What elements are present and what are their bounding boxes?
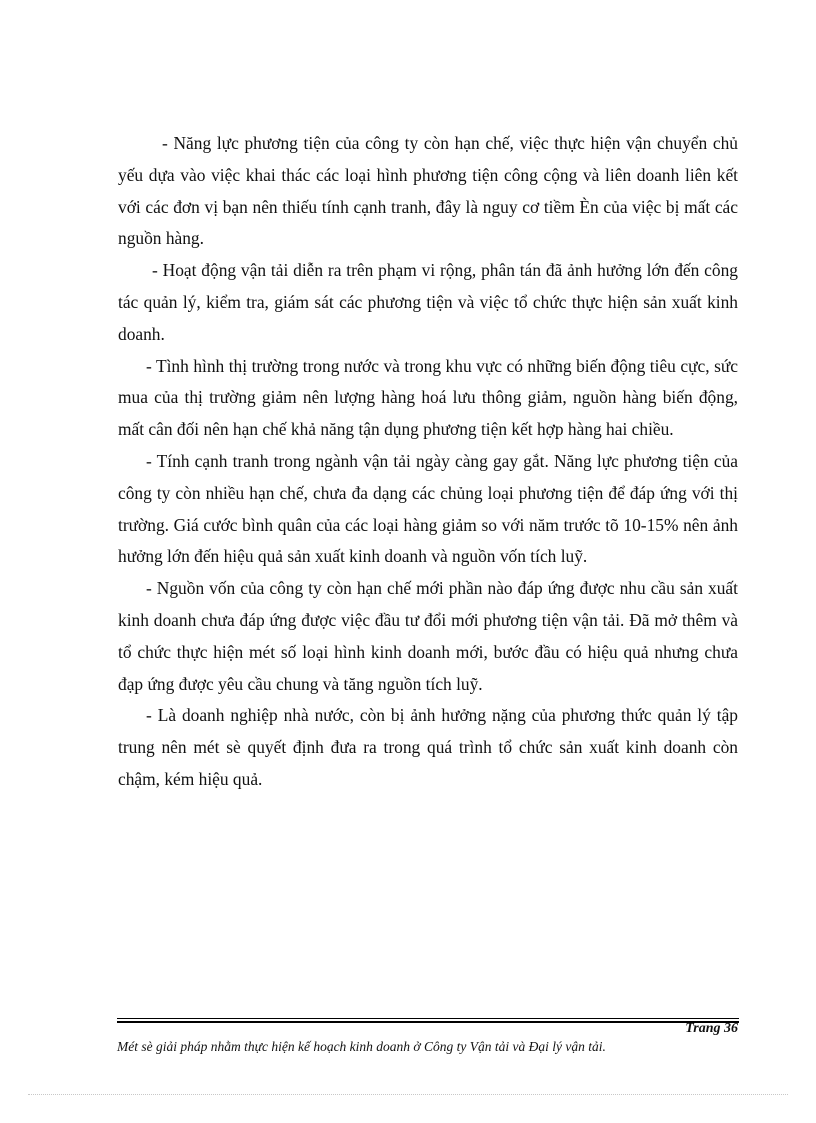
paragraph-2: - Hoạt động vận tải diễn ra trên phạm vi rộng, phân tán đã ảnh hưởng lớn đến công tác quản lý, kiểm tra, giám sát các phương tiện và việc tổ chức thực hiện sản xuất kinh doanh. [118, 260, 738, 344]
footer-divider-thin [117, 1018, 739, 1019]
paragraph-1: - Năng lực phương tiện của công ty còn hạn chế, việc thực hiện vận chuyển chủ yếu dựa vào việc khai thác các loại hình phương tiện công cộng và liên doanh liên kết với các đơn vị bạn nên thiếu tính cạnh tranh, đây là nguy cơ tiềm Èn của việc bị mất các nguồn hàng. [118, 133, 738, 249]
page-number: Trang 36 [685, 1021, 738, 1036]
paragraph-3: - Tình hình thị trường trong nước và trong khu vực có những biến động tiêu cực, sức mua của thị trường giảm nên lượng hàng hoá lưu thông giảm, nguồn hàng biến động, mất cân đối nên hạn chế khả năng tận dụng phương tiện kết hợp hàng hai chiều. [118, 355, 738, 440]
footer-caption: Mét sè giải pháp nhằm thực hiện kế hoạch kinh doanh ở Công ty Vận tải và Đại lý vận tải. [117, 1039, 606, 1054]
paragraph-5: - Nguồn vốn của công ty còn hạn chế mới phần nào đáp ứng được nhu cầu sản xuất kinh doanh chưa đáp ứng được việc đầu tư đổi mới phương tiện vận tải. Đã mở thêm và tổ chức thực hiện mét số loại hình kinh doanh mới, bước đầu có hiệu quả nhưng chưa đạp ứng được yêu cầu chung và tăng nguồn tích luỹ. [118, 578, 738, 694]
paragraph-4: - Tính cạnh tranh trong ngành vận tải ngày càng gay gắt. Năng lực phương tiện của công ty còn nhiều hạn chế, chưa đa dạng các chủng loại phương tiện để đáp ứng với thị trường. Giá cước bình quân của các loại hàng giảm so với năm trước tõ 10-15% nên ảnh hưởng lớn đến hiệu quả sản xuất kinh doanh và nguồn vốn tích luỹ. [118, 450, 738, 567]
page-bottom-dotted-line [28, 1094, 788, 1095]
footer-divider-thick [117, 1021, 739, 1023]
paragraph-6: - Là doanh nghiệp nhà nước, còn bị ảnh hưởng nặng của phương thức quản lý tập trung nên mét sè quyết định đưa ra trong quá trình tổ chức sản xuất kinh doanh còn chậm, kém hiệu quả. [118, 705, 738, 789]
document-body [118, 128, 738, 796]
